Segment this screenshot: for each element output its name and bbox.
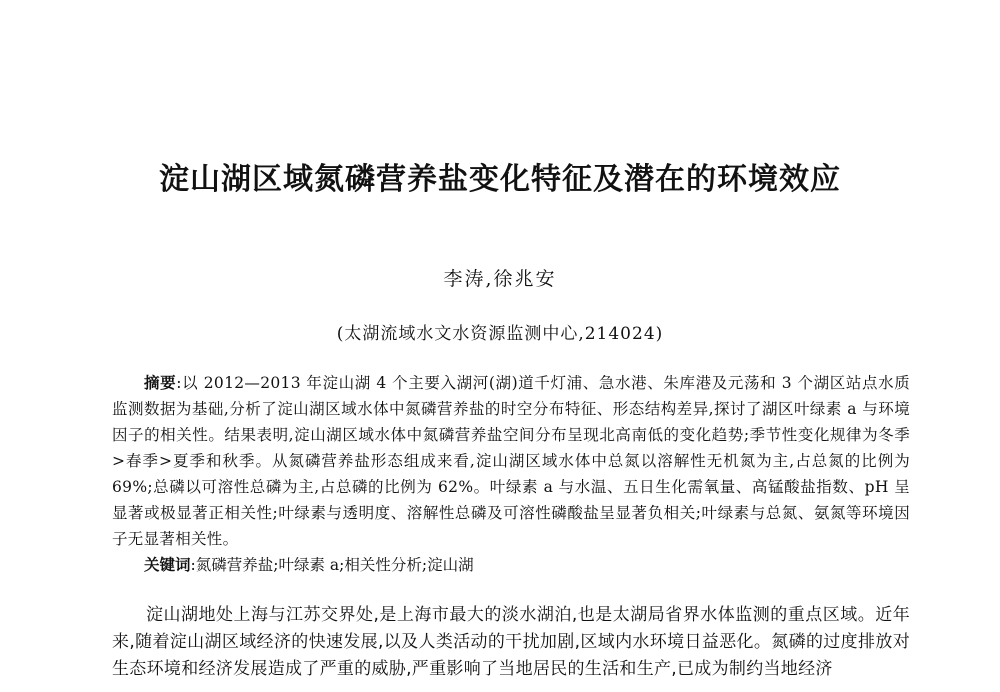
keywords-text: :氮磷营养盐;叶绿素 a;相关性分析;淀山湖 xyxy=(190,556,474,574)
abstract-label: 摘要 xyxy=(144,374,177,392)
paper-title: 淀山湖区域氮磷营养盐变化特征及潜在的环境效应 xyxy=(159,162,841,197)
abstract xyxy=(112,370,910,552)
abstract-text: :以 2012—2013 年淀山湖 4 个主要入湖河(湖)道千灯浦、急水港、朱库港及元荡和 3 个湖区站点水质监测数据为基础,分析了淀山湖区域水体中氮磷营养盐的时空分布特征、形态结构差异,探讨了湖区叶绿素 a 与环境因子的相关性。结果表明,淀山湖区域水体中氮磷营养盐空间分布呈现北高南低的变化趋势;季节性变化规律为冬季>春季>夏季和秋季。从氮磷营养盐形态组成来看,淀山湖区域水体中总氮以溶解性无机氮为主,占总氮的比例为 69%;总磷以可溶性总磷为主,占总磷的比例为 62%。叶绿素 a 与水温、五日生化需氧量、高锰酸盐指数、pH 呈显著或极显著正相关性;叶绿素与透明度、溶解性总磷及可溶性磷酸盐呈显著负相关;叶绿素与总氮、氨氮等环境因子无显著相关性。 xyxy=(112,374,910,548)
keywords xyxy=(144,552,910,578)
author-list: 李涛,徐兆安 xyxy=(443,268,557,290)
intro-paragraph: 淀山湖地处上海与江苏交界处,是上海市最大的淡水湖泊,也是太湖局省界水体监测的重点区域。近年来,随着淀山湖区域经济的快速发展,以及人类活动的干扰加剧,区域内水环境日益恶化。氮磷的过度排放对生态环境和经济发展造成了严重的威胁,严重影响了当地居民的生活和生产,已成为制约当地经济 xyxy=(112,605,910,679)
keywords-label: 关键词 xyxy=(144,556,191,574)
affiliation: (太湖流域水文水资源监测中心,214024) xyxy=(336,324,664,344)
